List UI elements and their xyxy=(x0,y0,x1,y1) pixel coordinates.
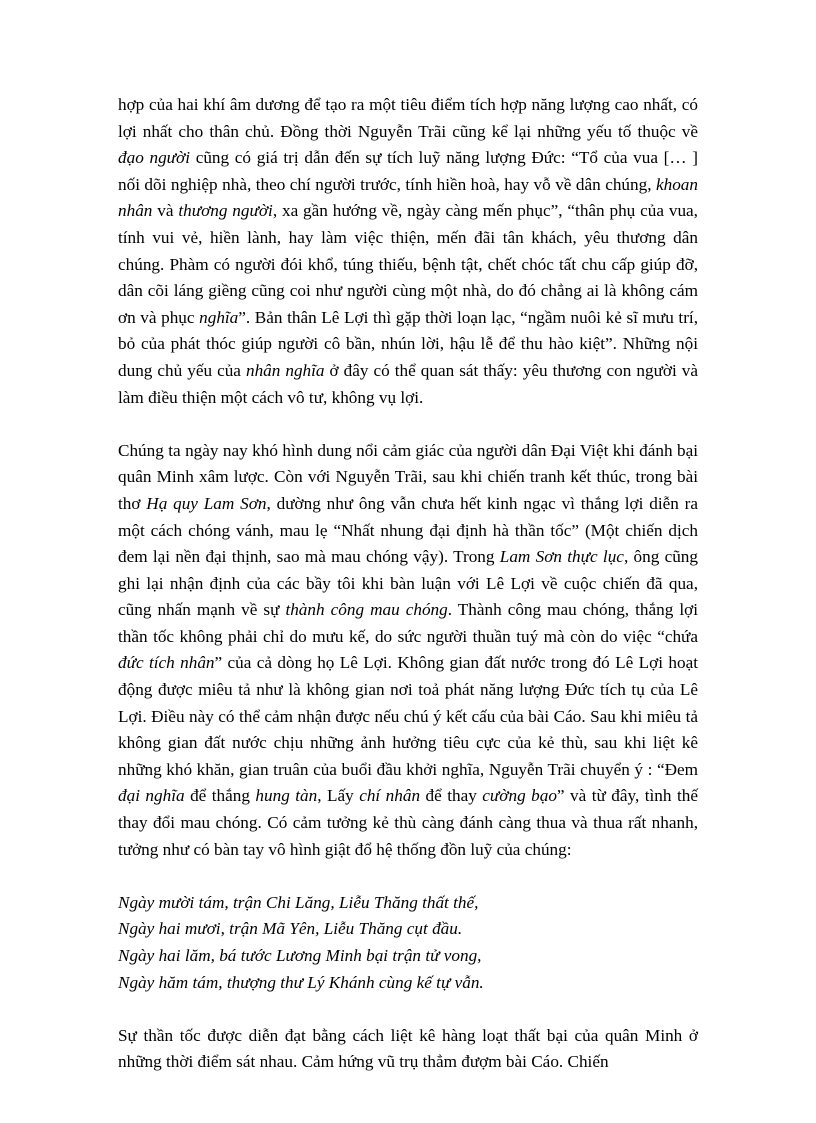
verse-line: Ngày hăm tám, thượng thư Lý Khánh cùng kế tự vẫn. xyxy=(118,972,484,992)
page-text-column xyxy=(118,92,698,1076)
emphasized-term: khoan nhân xyxy=(118,174,698,221)
paragraph-1: hợp của hai khí âm dương để tạo ra một tiêu điểm tích hợp năng lượng cao nhất, có lợi nhất cho thân chủ. Đồng thời Nguyễn Trãi cũng kể lại những yếu tố thuộc về đạo người cũng có giá trị dẫn đến sự tích luỹ năng lượng Đức: “Tổ của vua [… ] nối dõi nghiệp nhà, theo chí người trước, tính hiền hoà, hay vỗ về dân chúng, khoan nhân và thương người, xa gần hướng về, ngày càng mến phục”, “thân phụ của vua, tính vui vẻ, hiền lành, hay làm việc thiện, mến đãi tân khách, yêu thương dân chúng. Phàm có người đói khổ, túng thiếu, bệnh tật, chết chóc tất chu cấp giúp đỡ, dân cõi láng giềng cũng coi như người cùng một nhà, do đó chẳng ai là không cám ơn và phục nghĩa”. Bản thân Lê Lợi thì gặp thời loạn lạc, “ngầm nuôi kẻ sĩ mưu trí, bỏ của phát thóc giúp người cô bần, nhún lời, hậu lễ để thu hào kiệt”. Những nội dung chủ yếu của nhân nghĩa ở đây có thể quan sát thấy: yêu thương con người và làm điều thiện một cách vô tư, không vụ lợi. xyxy=(118,95,699,407)
verse-line: Ngày hai lăm, bá tước Lương Minh bại trận tử vong, xyxy=(118,946,482,965)
emphasized-term: hung tàn xyxy=(255,786,318,806)
emphasized-term: Hạ quy Lam Sơn xyxy=(146,493,267,513)
paragraph-3: Sự thần tốc được diễn đạt bằng cách liệt kê hàng loạt thất bại của quân Minh ở những thời điểm sát nhau. Cảm hứng vũ trụ thẳm đượm bài Cáo. Chiến xyxy=(118,1025,698,1072)
emphasized-term: nhân nghĩa xyxy=(245,360,325,380)
emphasized-term: thương người xyxy=(178,201,273,221)
verse-line: Ngày hai mươi, trận Mã Yên, Liễu Thăng cụt đầu. xyxy=(118,919,463,939)
emphasized-term: chí nhân xyxy=(359,786,421,806)
emphasized-term: đại nghĩa xyxy=(118,786,185,806)
emphasized-term: đức tích nhân xyxy=(118,653,215,673)
emphasized-term: nghĩa xyxy=(199,307,239,327)
emphasized-term: đạo người xyxy=(118,148,190,168)
verse-block xyxy=(118,890,698,996)
verse-line: Ngày mười tám, trận Chi Lăng, Liễu Thăng thất thế, xyxy=(118,892,479,912)
paragraph-2: Chúng ta ngày nay khó hình dung nổi cảm giác của người dân Đại Việt khi đánh bại quân Minh xâm lược. Còn với Nguyễn Trãi, sau khi chiến tranh kết thúc, trong bài thơ Hạ quy Lam Sơn, dường như ông vẫn chưa hết kinh ngạc vì thắng lợi diễn ra một cách chóng vánh, mau lẹ “Nhất nhung đại định hà thần tốc” (Một chiến dịch đem lại nền đại thịnh, sao mà mau chóng vậy). Trong Lam Sơn thực lục, ông cũng ghi lại nhận định của các bầy tôi khi bàn luận với Lê Lợi về cuộc chiến đã qua, cũng nhấn mạnh về sự thành công mau chóng. Thành công mau chóng, thắng lợi thần tốc không phải chỉ do mưu kế, do sức người thuần tuý mà còn do việc “chứa đức tích nhân” của cả dòng họ Lê Lợi. Không gian đất nước trong đó Lê Lợi hoạt động được miêu tả như là không gian nơi toả phát năng lượng Đức tích tụ của Lê Lợi. Điều này có thể cảm nhận được nếu chú ý kết cấu của bài Cáo. Sau khi miêu tả không gian đất nước chịu những ảnh hưởng tiêu cực của kẻ thù, sau khi liệt kê những khó khăn, gian truân của buổi đầu khởi nghĩa, Nguyễn Trãi chuyển ý : “Đem đại nghĩa để thắng hung tàn, Lấy chí nhân để thay cường bạo” và từ đây, tình thế thay đổi mau chóng. Có cảm tưởng kẻ thù càng đánh càng thua và thua rất nhanh, tưởng như có bàn tay vô hình giật đổ hệ thống đồn luỹ của chúng: xyxy=(118,440,699,859)
emphasized-term: cường bạo xyxy=(482,786,557,806)
emphasized-term: thành công mau chóng xyxy=(285,600,448,620)
emphasized-term: Lam Sơn thực lục xyxy=(499,547,624,567)
